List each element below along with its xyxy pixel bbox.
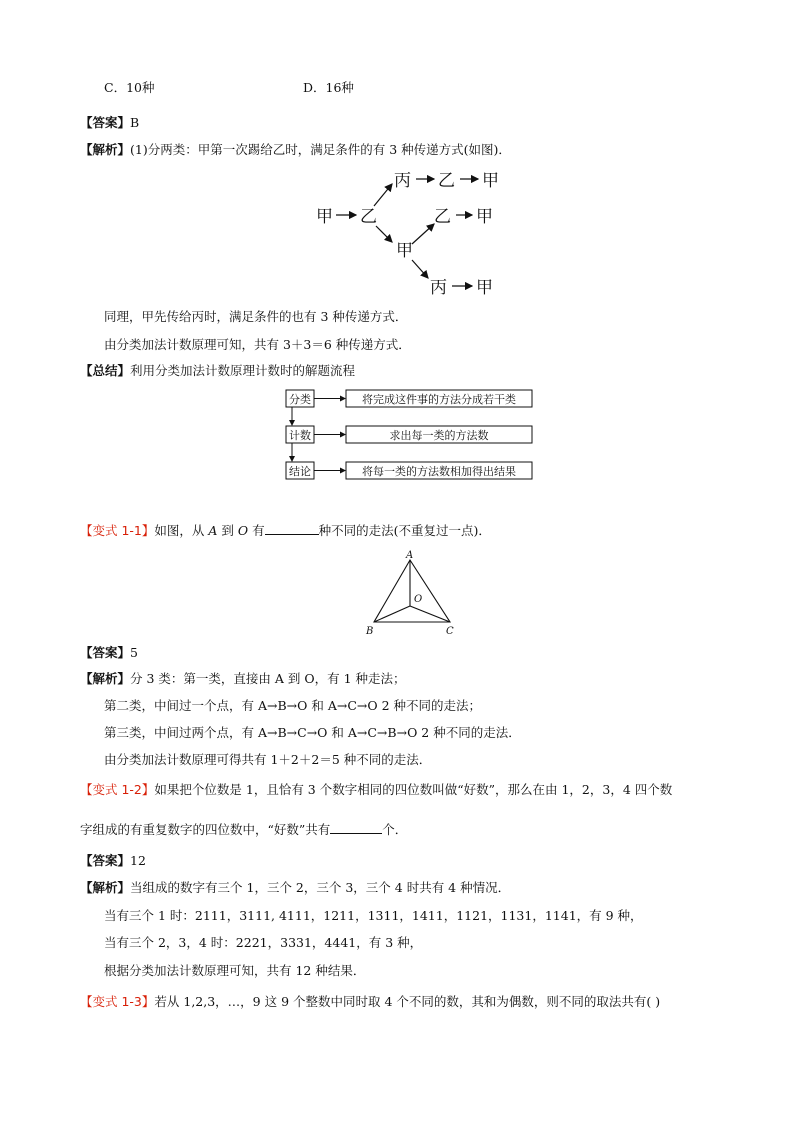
tree-node-jia3: 甲 — [396, 241, 413, 261]
v12-question-l2 — [80, 820, 407, 839]
v12-analysis-l3: 当有三个 2，3，4 时：2221，3331，4441，有 3 种， — [104, 935, 423, 950]
option-d: D．16种 — [303, 80, 354, 95]
analysis-line-2: 同理，甲先传给丙时，满足条件的也有 3 种传递方式． — [104, 309, 408, 324]
v12-q2b: 个． — [382, 822, 408, 837]
answer-value: B — [130, 115, 140, 130]
v11-q-post1: 有 — [248, 523, 265, 538]
fig-label-o: O — [414, 594, 423, 605]
triangle-figure — [362, 548, 462, 638]
tree-node-bing1: 丙 — [394, 171, 411, 191]
v12-answer-blank[interactable] — [330, 820, 382, 834]
v11-q-a: A — [208, 523, 218, 538]
summary-tag: 【总结】 — [80, 363, 131, 378]
v12-answer-value: 12 — [130, 853, 146, 868]
v11-analysis-tag: 【解析】 — [80, 671, 131, 686]
flow-step-2: 计数 — [289, 429, 311, 442]
answer-row — [80, 114, 139, 132]
pass-tree-diagram — [300, 160, 520, 300]
v13-question — [80, 993, 660, 1011]
v12-analysis-l2: 当有三个 1 时：2111，3111, 4111，1211，1311，1411，1121，1131，1141，有 9 种， — [104, 908, 643, 923]
tree-node-yi1: 乙 — [438, 171, 455, 191]
v12-analysis-row — [80, 879, 510, 897]
summary-row — [80, 362, 355, 380]
v11-answer-tag: 【答案】 — [80, 645, 131, 660]
v11-answer-value: 5 — [130, 645, 138, 660]
option-c: C．10种 — [104, 80, 155, 95]
v11-analysis-row — [80, 670, 406, 688]
v11-analysis-l2: 第二类，中间过一个点，有 A→B→O 和 A→C→O 2 种不同的走法； — [104, 698, 482, 713]
v11-analysis-l4: 由分类加法计数原理可得共有 1＋2＋2＝5 种不同的走法． — [104, 752, 432, 767]
analysis-text: (1)分两类：甲第一次踢给乙时，满足条件的有 3 种传递方式(如图)． — [130, 142, 511, 157]
analysis-line-3: 由分类加法计数原理可知，共有 3＋3＝6 种传递方式． — [104, 337, 411, 352]
flowchart — [282, 386, 538, 482]
tree-node-root: 乙 — [360, 207, 377, 227]
analysis-row — [80, 141, 511, 159]
tree-node-bing2: 丙 — [430, 278, 447, 298]
v11-q-o: O — [237, 523, 249, 538]
tree-node-jia4: 甲 — [476, 278, 493, 298]
v12-analysis-tag: 【解析】 — [80, 880, 131, 895]
v12-q1: 如果把个位数是 1，且恰有 3 个数字相同的四位数叫做“好数”，那么在由 1，2，3，4 四个数 — [154, 782, 673, 797]
flow-desc-2: 求出每一类的方法数 — [389, 429, 489, 442]
v11-analysis-l3: 第三类，中间过两个点，有 A→B→C→O 和 A→C→B→O 2 种不同的走法． — [104, 725, 521, 740]
flow-desc-1: 将完成这件事的方法分成若干类 — [362, 393, 516, 406]
v11-analysis-l1: 分 3 类：第一类，直接由 A 到 O，有 1 种走法； — [130, 671, 406, 686]
summary-text: 利用分类加法计数原理计数时的解题流程 — [130, 363, 356, 378]
tree-node-yi2: 乙 — [434, 207, 451, 227]
tree-node-start: 甲 — [316, 207, 333, 227]
tree-node-jia2: 甲 — [476, 207, 493, 227]
answer-tag: 【答案】 — [80, 115, 131, 130]
v11-answer-row — [80, 644, 138, 662]
flow-step-1: 分类 — [289, 393, 311, 406]
v12-question-l1 — [80, 781, 672, 799]
v12-tag: 【变式 1-2】 — [80, 782, 155, 797]
v11-q-post2: 种不同的走法(不重复过一点)． — [318, 523, 491, 538]
v11-question — [80, 521, 491, 540]
v12-analysis-l4: 根据分类加法计数原理可知，共有 12 种结果． — [104, 963, 366, 978]
v13-q: 若从 1,2,3，…，9 这 9 个整数中同时取 4 个不同的数，其和为偶数，则不同的取法共有( ) — [154, 994, 661, 1009]
v11-answer-blank[interactable] — [265, 521, 319, 535]
v12-answer-tag: 【答案】 — [80, 853, 131, 868]
v11-q-pre: 如图，从 — [154, 523, 209, 538]
v12-q2a: 字组成的有重复数字的四位数中，“好数”共有 — [80, 822, 331, 837]
v11-q-mid: 到 — [217, 523, 238, 538]
analysis-tag: 【解析】 — [80, 142, 131, 157]
flow-desc-3: 将每一类的方法数相加得出结果 — [362, 465, 516, 478]
v13-tag: 【变式 1-3】 — [80, 994, 155, 1009]
v12-analysis-l1: 当组成的数字有三个 1，三个 2，三个 3，三个 4 时共有 4 种情况． — [130, 880, 511, 895]
flow-step-3: 结论 — [289, 465, 311, 478]
fig-label-a: A — [406, 550, 414, 561]
fig-label-b: B — [366, 626, 374, 637]
v12-answer-row — [80, 852, 146, 870]
v11-tag: 【变式 1-1】 — [80, 523, 155, 538]
tree-node-jia1: 甲 — [482, 171, 499, 191]
fig-label-c: C — [446, 626, 454, 637]
